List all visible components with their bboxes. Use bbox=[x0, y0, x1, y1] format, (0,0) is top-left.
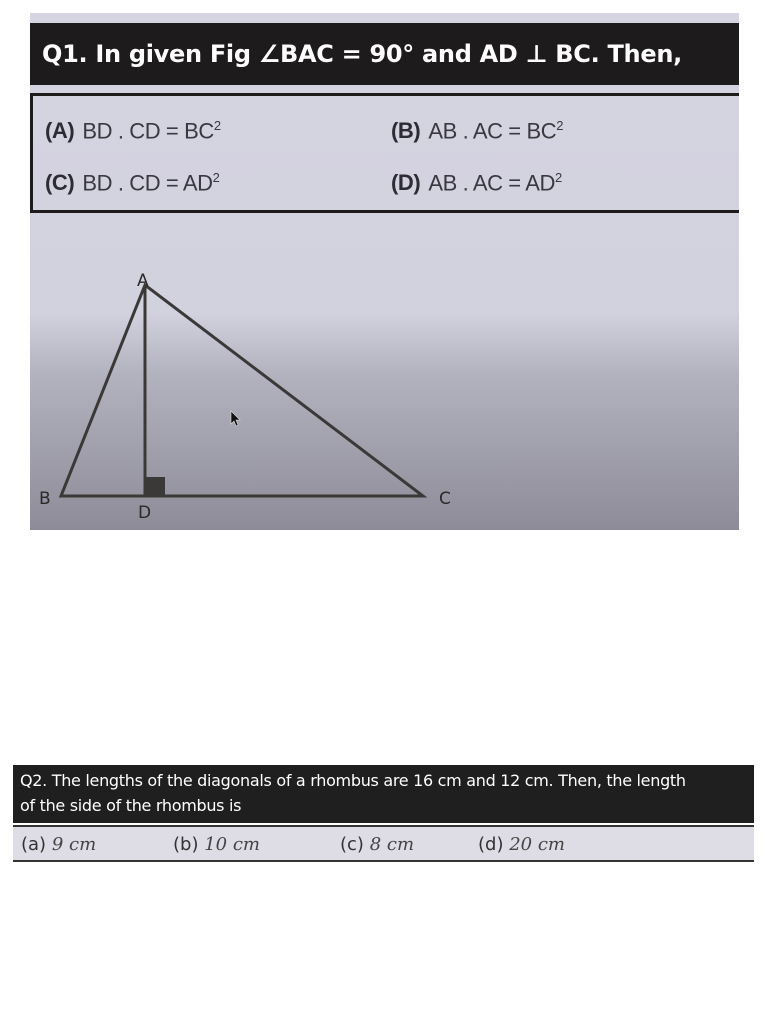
q2-question-line1: Q2. The lengths of the diagonals of a rhombus are 16 cm and 12 cm. Then, the length bbox=[20, 771, 686, 790]
q1-option-d-label: (D) bbox=[391, 170, 421, 196]
q2-option-c-value: 8 cm bbox=[369, 834, 415, 855]
q1-option-a-text: BD . CD = BC bbox=[82, 118, 214, 144]
right-angle-mark bbox=[146, 477, 165, 495]
q2-option-a-label: (a) bbox=[21, 834, 47, 855]
q1-option-a-label: (A) bbox=[45, 118, 75, 144]
q1-option-c-text: BD . CD = AD bbox=[82, 170, 213, 196]
mouse-cursor-icon bbox=[231, 411, 240, 426]
vertex-label-d: D bbox=[138, 503, 152, 523]
vertex-label-c: C bbox=[439, 489, 451, 509]
q1-option-a-exp: 2 bbox=[213, 118, 221, 133]
q1-slide bbox=[30, 13, 739, 530]
vertex-label-a: A bbox=[137, 271, 149, 291]
q1-option-c-exp: 2 bbox=[212, 170, 220, 185]
q1-option-b-exp: 2 bbox=[556, 118, 564, 133]
q1-option-c-label: (C) bbox=[45, 170, 75, 196]
q1-option-d-text: AB . AC = AD bbox=[428, 170, 555, 196]
q2-option-c-label: (c) bbox=[340, 834, 364, 855]
q2-block bbox=[13, 765, 754, 862]
q2-question-line2: of the side of the rhombus is bbox=[20, 796, 242, 815]
q2-option-c[interactable] bbox=[340, 834, 414, 855]
q2-options-bar bbox=[13, 825, 754, 862]
q1-option-b-text: AB . AC = BC bbox=[428, 118, 557, 144]
q1-option-d-exp: 2 bbox=[555, 170, 562, 185]
q1-option-b-label: (B) bbox=[391, 118, 421, 144]
q2-option-b-value: 10 cm bbox=[204, 834, 260, 855]
q2-option-b-label: (b) bbox=[173, 834, 199, 855]
triangle-figure bbox=[30, 13, 739, 530]
q2-option-a[interactable] bbox=[21, 834, 96, 855]
q1-question: Q1. In given Fig ∠BAC = 90° and AD ⊥ BC. Then, bbox=[30, 23, 739, 85]
q2-option-d-value: 20 cm bbox=[509, 834, 565, 855]
triangle-abc bbox=[61, 285, 423, 496]
q2-option-d-label: (d) bbox=[478, 834, 504, 855]
vertex-label-b: B bbox=[39, 489, 51, 509]
q2-option-d[interactable] bbox=[478, 834, 565, 855]
q2-option-b[interactable] bbox=[173, 834, 260, 855]
q2-option-a-value: 9 cm bbox=[51, 834, 97, 855]
q2-question bbox=[13, 765, 754, 823]
